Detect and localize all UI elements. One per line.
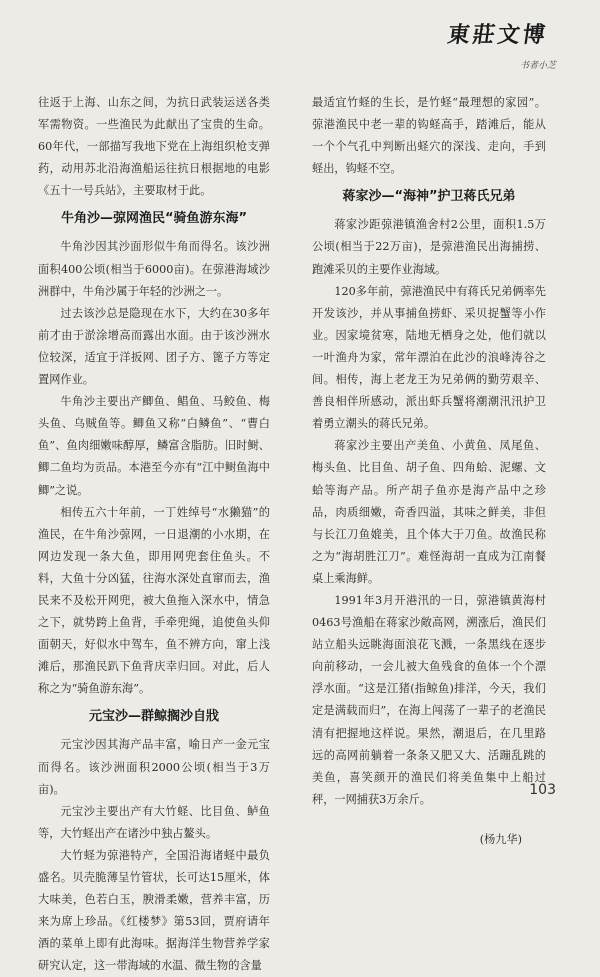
body-paragraph: 往返于上海、山东之间，为抗日武装运送各类军需物资。一些渔民为此献出了宝贵的生命。60年代，一部描写我地下党在上海组织枪支弹药，动用苏北沿海渔船运往抗日根据地的电影《五十一号兵站》，主要取材于此。 [38,96,270,198]
page-number: 103 [529,782,556,798]
column-title: 東莊文博 [445,22,550,48]
section-heading: 蒋家沙—“海神”护卫蒋氏兄弟 [342,189,516,205]
body-paragraph: 牛角沙因其沙面形似牛角而得名。该沙洲面积400公顷(相当于6000亩)。在弶港海域沙洲群中，牛角沙属于年轻的沙洲之一。 [38,240,270,298]
calligrapher-signature: 书者小芝 [519,61,556,71]
body-paragraph: 过去该沙总是隐现在水下，大约在30多年前才由于淤涂增高而露出水面。由于该沙洲水位较深，适宜于洋扳网、团子方、篦子方等定置网作业。 [38,306,270,387]
section-heading: 牛角沙—弶网渔民“骑鱼游东海” [60,211,248,227]
left-column [38,92,270,977]
body-paragraph: 大竹蛏为弶港特产，全国沿海诸蛏中最负盛名。贝壳脆薄呈竹管状，长可达15厘米，体大味美，色若白玉，腴滑柔嫩，营养丰富，历来为席上珍品。《红楼梦》第53回，贾府请年酒的菜单上即有此海味。据海洋生物营养学家研究认定，这一带海域的水温、微生物的含量 [38,848,270,973]
section-heading: 元宝沙—群鲸搁沙自戕 [88,709,219,725]
body-paragraph: 蒋家沙主要出产美鱼、小黄鱼、凤尾鱼、梅头鱼、比目鱼、胡子鱼、四角蛤、泥螺、文蛤等海产品。所产胡子鱼亦是海产品中之珍品，肉质细嫩，奇香四溢，其味之鲜美，非但与长江刀鱼媲美，且个体大于刀鱼。故渔民称之为“海胡胜江刀”。难怪海胡一直成为江南餐桌上乘海鲜。 [312,439,546,585]
body-paragraph: 120多年前，弶港渔民中有蒋氏兄弟俩率先开发该沙，并从事捕鱼捞虾、采贝捉蟹等小作业。因家境贫寒，陆地无栖身之处，他们就以一叶渔舟为家，常年漂泊在此沙的浪峰涛谷之间。相传，海上老龙王为兄弟俩的勤劳艰辛、善良相伴所感动，派出虾兵蟹将潮潮汛汛护卫着勇立潮头的蒋氏兄弟。 [312,284,546,431]
body-paragraph: 最适宜竹蛏的生长，是竹蛏“最理想的家园”。弶港渔民中老一辈的钩蛏高手，踏滩后，能从一个个气孔中判断出蛏穴的深浅、走向，手到蛏出，钩蛏不空。 [312,96,546,176]
author-credit: (杨九华) [479,832,522,846]
body-paragraph: 1991年3月开港汛的一日，弶港镇黄海村0463号渔船在蒋家沙敞高网，溯涨后，渔民们站立船头远眺海面浪花飞溅，一条黑线在逐步向前移动，一会儿被大鱼残食的鱼体一个个漂浮水面。“这是江猪(指鲸鱼)排洋，今天，我们定是满载而归”，在海上闯荡了一辈子的老渔民清有把握地这样说。果然，潮退后，在几里路远的高网前躺着一条条又肥又大、活蹦乱跳的美鱼，喜笑颜开的渔民们将美鱼集中上船过秤，一网捕获3万余斤。 [312,593,546,806]
body-paragraph: 相传五六十年前，一丁姓绰号“水獭猫”的渔民，在牛角沙弶网，一日退潮的小水期，在网边发现一条大鱼，即用网兜套住鱼头。不料，大鱼十分凶猛，往海水深处直窜而去，渔民来不及松开网兜，被大鱼拖入深水中，情急之下，就势跨上鱼背，手牵兜绳，追使鱼头仰面朝天，好似水中驾车，鱼不辨方向，窜上浅滩后，那渔民趴下鱼背庆幸归回。对此，后人称之为“骑鱼游东海”。 [38,505,270,696]
column-logo [406,14,566,74]
body-paragraph: 元宝沙主要出产有大竹蛏、比目鱼、鲈鱼等，大竹蛏出产在诸沙中独占鳌头。 [38,804,270,840]
body-paragraph: 元宝沙因其海产品丰富，喻日产一金元宝而得名。该沙洲面积2000公顷(相当于3万亩)。 [38,738,270,796]
body-paragraph: 蒋家沙距弶港镇渔舍村2公里，面积1.5万公顷(相当于22万亩)，是弶港渔民出海捕捞、跑滩采贝的主要作业海域。 [312,218,546,276]
body-paragraph: 牛角沙主要出产鲫鱼、鲳鱼、马鲛鱼、梅头鱼、乌贼鱼等。鲫鱼又称“白鳞鱼”、“曹白鱼”、鱼肉细嫩味醇厚，鳞富含脂肪。旧时鲥、鲫二鱼均为贡品。本港至今亦有“江中鲥鱼海中鲫”之说。 [38,395,270,497]
right-column [312,92,546,851]
